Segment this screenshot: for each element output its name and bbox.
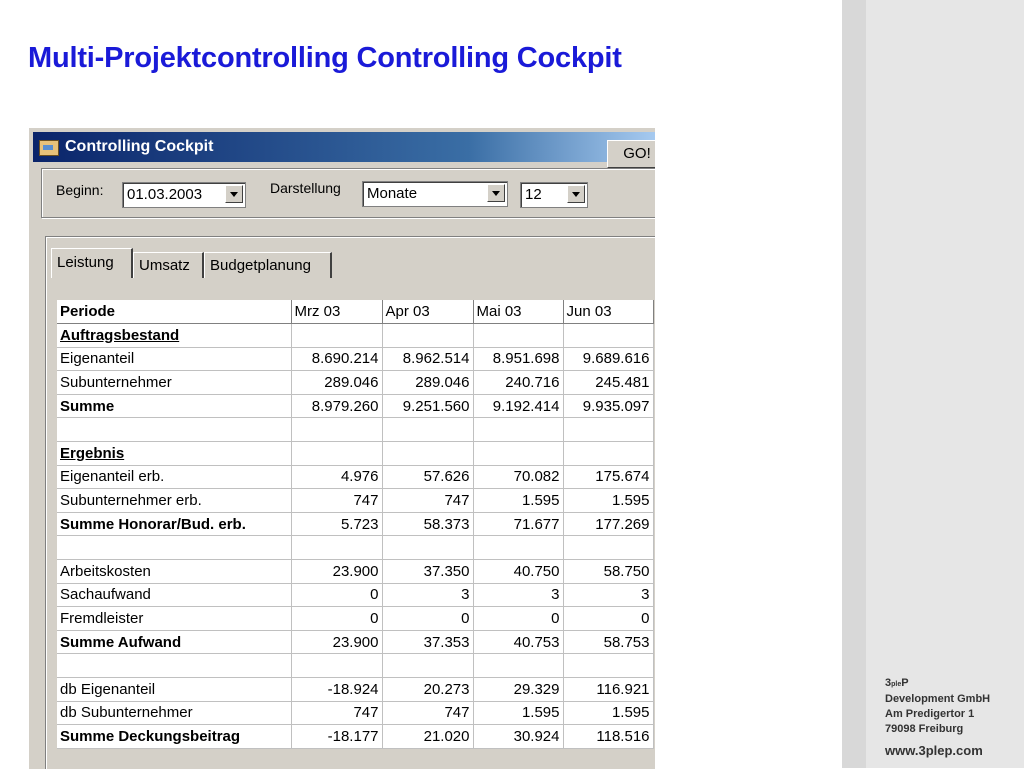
table-row[interactable]	[57, 536, 653, 560]
table-row[interactable]	[57, 371, 653, 395]
row-label: Arbeitskosten	[57, 560, 291, 584]
company-info	[885, 676, 990, 737]
table-cell[interactable]: 40.753	[473, 630, 563, 654]
table-cell[interactable]: 20.273	[382, 678, 473, 702]
logo-prefix: 3	[885, 677, 892, 689]
row-label: db Subunternehmer	[57, 701, 291, 725]
darstellung-label: Darstellung	[270, 180, 341, 196]
data-grid[interactable]	[57, 300, 654, 749]
table-row[interactable]	[57, 442, 653, 466]
slide-sidebar	[842, 0, 1024, 768]
beginn-label: Beginn:	[56, 182, 104, 198]
row-label: Summe Deckungsbeitrag	[57, 725, 291, 749]
company-line-1: Development GmbH	[885, 693, 991, 705]
row-label: Fremdleister	[57, 607, 291, 631]
table-cell[interactable]: 40.750	[473, 560, 563, 584]
table-cell[interactable]: 1.595	[473, 489, 563, 513]
table-cell[interactable]: 8.951.698	[473, 347, 563, 371]
table-cell[interactable]: 30.924	[473, 725, 563, 749]
table-cell[interactable]: 29.329	[473, 678, 563, 702]
table-cell[interactable]	[563, 442, 653, 466]
table-row[interactable]	[57, 583, 653, 607]
table-cell[interactable]	[473, 536, 563, 560]
table-cell[interactable]	[473, 418, 563, 442]
table-row[interactable]	[57, 324, 653, 348]
tab-leistung[interactable]: Leistung	[51, 248, 133, 278]
table-cell[interactable]: 0	[382, 607, 473, 631]
table-cell[interactable]: 175.674	[563, 465, 653, 489]
table-row[interactable]	[57, 394, 653, 418]
column-header-periode[interactable]: Periode	[57, 300, 291, 324]
table-cell[interactable]	[473, 654, 563, 678]
company-line-2: Am Predigertor 1	[885, 708, 975, 720]
window-title: Controlling Cockpit	[65, 138, 214, 155]
table-cell[interactable]: 58.753	[563, 630, 653, 654]
table-cell[interactable]: 0	[563, 607, 653, 631]
table-cell[interactable]	[563, 324, 653, 348]
row-label: Summe Aufwand	[57, 630, 291, 654]
table-cell[interactable]: 747	[291, 701, 382, 725]
table-cell[interactable]	[473, 324, 563, 348]
table-cell[interactable]	[563, 418, 653, 442]
table-cell[interactable]: 289.046	[291, 371, 382, 395]
chevron-down-icon[interactable]	[487, 184, 505, 202]
slide-title: Multi-Projektcontrolling Controlling Cockpit	[28, 42, 622, 74]
table-cell[interactable]: 245.481	[563, 371, 653, 395]
row-label	[57, 418, 291, 442]
table-cell[interactable]: 3	[473, 583, 563, 607]
table-cell[interactable]	[382, 324, 473, 348]
period-count-value: 12	[525, 186, 542, 203]
table-cell[interactable]: 37.350	[382, 560, 473, 584]
table-row[interactable]	[57, 701, 653, 725]
logo-sub: ple	[891, 681, 902, 688]
row-label: Eigenanteil	[57, 347, 291, 371]
table-cell[interactable]: 8.962.514	[382, 347, 473, 371]
tab-budgetplanung[interactable]: Budgetplanung	[204, 252, 332, 278]
darstellung-select[interactable]	[362, 181, 508, 207]
row-label: Ergebnis	[57, 442, 291, 466]
table-cell[interactable]	[382, 536, 473, 560]
table-cell[interactable]	[563, 654, 653, 678]
beginn-date-value: 01.03.2003	[127, 186, 203, 203]
column-header-period[interactable]: Mai 03	[473, 300, 563, 324]
table-row[interactable]	[57, 725, 653, 749]
table-cell[interactable]: 116.921	[563, 678, 653, 702]
darstellung-value: Monate	[367, 185, 418, 202]
controlling-cockpit-window	[28, 127, 655, 769]
table-cell[interactable]: 289.046	[382, 371, 473, 395]
row-label: Summe Honorar/Bud. erb.	[57, 512, 291, 536]
table-cell[interactable]	[382, 418, 473, 442]
row-label	[57, 536, 291, 560]
row-label: Subunternehmer erb.	[57, 489, 291, 513]
table-cell[interactable]: 747	[291, 489, 382, 513]
table-cell[interactable]: 71.677	[473, 512, 563, 536]
go-button[interactable]: GO!	[607, 140, 655, 168]
row-label: Eigenanteil erb.	[57, 465, 291, 489]
table-row[interactable]	[57, 512, 653, 536]
table-cell[interactable]: 58.373	[382, 512, 473, 536]
row-label: Sachaufwand	[57, 583, 291, 607]
table-cell[interactable]: 70.082	[473, 465, 563, 489]
table-row[interactable]	[57, 560, 653, 584]
table-cell[interactable]: 118.516	[563, 725, 653, 749]
company-website-link[interactable]: www.3plep.com	[885, 743, 983, 758]
row-label	[57, 654, 291, 678]
table-cell[interactable]: 177.269	[563, 512, 653, 536]
table-cell[interactable]: 9.192.414	[473, 394, 563, 418]
table-cell[interactable]	[291, 536, 382, 560]
period-count-select[interactable]	[520, 182, 588, 208]
table-cell[interactable]: -18.924	[291, 678, 382, 702]
table-cell[interactable]: 747	[382, 489, 473, 513]
table-cell[interactable]: 1.595	[473, 701, 563, 725]
table-cell[interactable]: 5.723	[291, 512, 382, 536]
table-cell[interactable]: 57.626	[382, 465, 473, 489]
table-cell[interactable]: 4.976	[291, 465, 382, 489]
table-row[interactable]	[57, 418, 653, 442]
table-cell[interactable]: 1.595	[563, 701, 653, 725]
table-cell[interactable]: 8.690.214	[291, 347, 382, 371]
tab-umsatz[interactable]: Umsatz	[133, 252, 204, 278]
row-label: Subunternehmer	[57, 371, 291, 395]
table-cell[interactable]: 747	[382, 701, 473, 725]
company-logo	[885, 676, 990, 692]
table-cell[interactable]	[291, 654, 382, 678]
table-row[interactable]	[57, 347, 653, 371]
table-cell[interactable]: 8.979.260	[291, 394, 382, 418]
column-header-period[interactable]: Apr 03	[382, 300, 473, 324]
table-cell[interactable]: 1.595	[563, 489, 653, 513]
table-cell[interactable]	[473, 442, 563, 466]
table-cell[interactable]: 9.935.097	[563, 394, 653, 418]
table-cell[interactable]	[291, 442, 382, 466]
table-row[interactable]	[57, 489, 653, 513]
table-cell[interactable]: 9.689.616	[563, 347, 653, 371]
table-cell[interactable]: 0	[473, 607, 563, 631]
table-row[interactable]	[57, 630, 653, 654]
beginn-date-select[interactable]	[122, 182, 246, 208]
table-cell[interactable]	[382, 654, 473, 678]
table-cell[interactable]: 0	[291, 583, 382, 607]
table-row[interactable]	[57, 678, 653, 702]
chevron-down-icon[interactable]	[567, 185, 585, 203]
table-cell[interactable]: 37.353	[382, 630, 473, 654]
column-header-period[interactable]: Jun 03	[563, 300, 653, 324]
row-label: Auftragsbestand	[57, 324, 291, 348]
table-cell[interactable]: 23.900	[291, 630, 382, 654]
table-cell[interactable]: 3	[382, 583, 473, 607]
sidebar-stripe	[842, 0, 866, 768]
filter-toolbar	[41, 168, 655, 218]
table-cell[interactable]	[291, 324, 382, 348]
table-header-row	[57, 300, 653, 324]
window-titlebar[interactable]	[33, 132, 655, 162]
table-cell[interactable]: 240.716	[473, 371, 563, 395]
table-cell[interactable]: 3	[563, 583, 653, 607]
table-row[interactable]	[57, 607, 653, 631]
table-cell[interactable]: 21.020	[382, 725, 473, 749]
logo-suffix: P	[901, 677, 909, 689]
table-cell[interactable]	[382, 442, 473, 466]
column-header-period[interactable]: Mrz 03	[291, 300, 382, 324]
table-row[interactable]	[57, 654, 653, 678]
row-label: db Eigenanteil	[57, 678, 291, 702]
table-cell[interactable]: 0	[291, 607, 382, 631]
table-cell[interactable]: 23.900	[291, 560, 382, 584]
table-cell[interactable]: 9.251.560	[382, 394, 473, 418]
table-cell[interactable]	[563, 536, 653, 560]
table-cell[interactable]: -18.177	[291, 725, 382, 749]
table-cell[interactable]	[291, 418, 382, 442]
company-line-3: 79098 Freiburg	[885, 723, 964, 735]
row-label: Summe	[57, 394, 291, 418]
window-app-icon	[39, 140, 59, 156]
table-cell[interactable]: 58.750	[563, 560, 653, 584]
table-row[interactable]	[57, 465, 653, 489]
chevron-down-icon[interactable]	[225, 185, 243, 203]
